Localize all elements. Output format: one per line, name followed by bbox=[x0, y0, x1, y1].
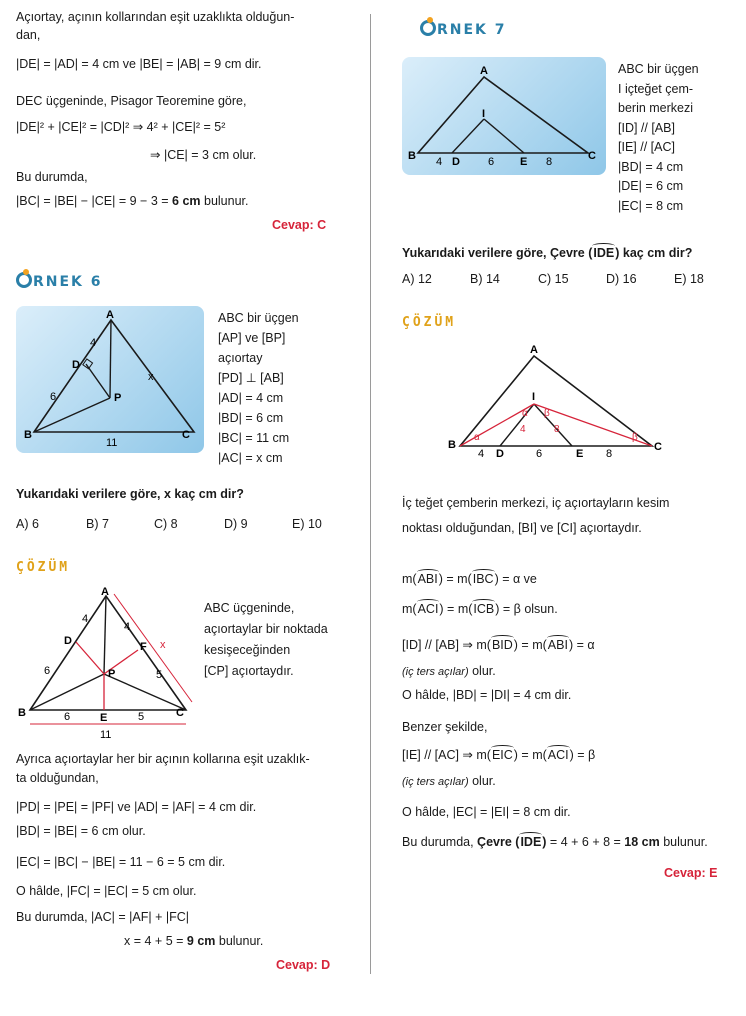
angle-label: β bbox=[544, 408, 550, 419]
text-line: dan, bbox=[16, 28, 41, 42]
segment-label: 6 bbox=[50, 391, 57, 403]
triangle-figure-7 bbox=[402, 57, 606, 175]
vertex-label: F bbox=[140, 641, 147, 653]
column-divider bbox=[370, 14, 371, 974]
vertex-label: I bbox=[532, 391, 536, 403]
choice-e[interactable]: E) 18 bbox=[674, 272, 704, 286]
solution-figure-7 bbox=[446, 344, 666, 460]
text-line: |EC| = |BC| − |BE| = 11 − 6 = 5 cm dir. bbox=[16, 855, 226, 869]
text-line: |BC| = |BE| − |CE| = 9 − 3 = 6 cm bulunur. bbox=[16, 194, 249, 208]
angle-label: β bbox=[632, 432, 638, 443]
text-line: Ayrıca açıortaylar her bir açının kollarına eşit uzaklık- bbox=[16, 752, 310, 766]
text-line: İç teğet çemberin merkezi, iç açıortayların kesim bbox=[402, 496, 670, 510]
text-line: O hâlde, |FC| = |EC| = 5 cm olur. bbox=[16, 884, 197, 898]
given-item: berin merkezi bbox=[618, 101, 694, 115]
given-list-7 bbox=[618, 60, 699, 216]
segment-label: 8 bbox=[546, 156, 553, 168]
segment-label: 8 bbox=[554, 424, 560, 435]
choice-c[interactable]: C) 15 bbox=[538, 272, 569, 286]
cozum-heading: ÇÖZÜM bbox=[402, 315, 457, 330]
text-line: O hâlde, |BD| = |DI| = 4 cm dir. bbox=[402, 688, 572, 702]
segment-label: 11 bbox=[106, 437, 118, 449]
note-line: ABC üçgeninde, bbox=[204, 601, 295, 615]
ornek-7-heading: RNEK 7 bbox=[420, 20, 507, 38]
segment-label: 5 bbox=[138, 711, 145, 723]
vertex-label: P bbox=[114, 392, 122, 404]
text-line: |DE| = |AD| = 4 cm ve |BE| = |AB| = 9 cm dir. bbox=[16, 57, 262, 71]
given-item: |AC| = x cm bbox=[218, 451, 283, 465]
segment-label: 6 bbox=[488, 156, 495, 168]
given-item: I içteğet çem- bbox=[618, 81, 694, 96]
math-line: [ID] // [AB] ⇒ m(BID) = m(ABI) = α bbox=[402, 638, 595, 652]
vertex-label: C bbox=[588, 150, 596, 162]
given-item: |DE| = 6 cm bbox=[618, 179, 684, 193]
choice-d[interactable]: D) 16 bbox=[606, 272, 637, 286]
figure-7-box bbox=[402, 57, 606, 175]
question-6: Yukarıdaki verilere göre, x kaç cm dir? bbox=[16, 487, 244, 501]
given-item: açıortay bbox=[218, 351, 263, 365]
segment-label: 5 bbox=[156, 669, 163, 681]
text-line: x = 4 + 5 = 9 cm bulunur. bbox=[124, 934, 264, 948]
vertex-label: P bbox=[108, 668, 116, 680]
note-line: [CP] açıortaydır. bbox=[204, 664, 294, 678]
text-line: DEC üçgeninde, Pisagor Teoremine göre, bbox=[16, 94, 247, 108]
vertex-label: B bbox=[18, 707, 26, 719]
math-line: Bu durumda, Çevre (IDE) = 4 + 6 + 8 = 18 cm bulunur. bbox=[402, 835, 708, 849]
given-item: |BC| = 11 cm bbox=[218, 431, 290, 445]
choice-a[interactable]: A) 6 bbox=[16, 517, 39, 531]
segment-label: x bbox=[148, 371, 154, 383]
choice-c[interactable]: C) 8 bbox=[154, 517, 178, 531]
vertex-label: E bbox=[100, 712, 108, 724]
triangle-figure-6 bbox=[16, 306, 204, 453]
segment-label: 4 bbox=[124, 621, 131, 633]
angle-label: α bbox=[522, 408, 528, 419]
vertex-label: A bbox=[480, 65, 488, 77]
math-line: m(ACI) = m(ICB) = β olsun. bbox=[402, 602, 558, 616]
text-line: |BD| = |BE| = 6 cm olur. bbox=[16, 824, 146, 838]
vertex-label: B bbox=[448, 439, 456, 451]
vertex-label: D bbox=[72, 359, 80, 371]
given-item: |AD| = 4 cm bbox=[218, 391, 284, 405]
answer-label: Cevap: C bbox=[272, 218, 327, 232]
vertex-label: C bbox=[182, 429, 190, 441]
segment-label: 4 bbox=[82, 613, 89, 625]
cozum-heading: ÇÖZÜM bbox=[16, 560, 71, 575]
text-line: noktası olduğundan, [BI] ve [CI] açıortaydır. bbox=[402, 521, 642, 535]
vertex-label: A bbox=[106, 309, 114, 321]
text-line: Bu durumda, |AC| = |AF| + |FC| bbox=[16, 910, 190, 924]
vertex-label: E bbox=[576, 448, 584, 460]
note-line: (iç ters açılar) olur. bbox=[402, 774, 496, 788]
segment-label: 6 bbox=[44, 665, 51, 677]
vertex-label: D bbox=[496, 448, 504, 460]
solution-6-notes bbox=[204, 598, 328, 682]
given-item: ABC bir üçgen bbox=[618, 62, 699, 76]
vertex-label: A bbox=[530, 344, 538, 356]
given-item: [AP] ve [BP] bbox=[218, 331, 286, 345]
given-item: |BD| = 4 cm bbox=[618, 159, 684, 174]
vertex-label: I bbox=[482, 108, 486, 120]
segment-label: 11 bbox=[100, 729, 112, 740]
given-item: |BD| = 6 cm bbox=[218, 411, 284, 425]
math-line: [IE] // [AC] ⇒ m(EIC) = m(ACI) = β bbox=[402, 748, 596, 762]
vertex-label: A bbox=[101, 586, 109, 598]
text-line: ⇒ |CE| = 3 cm olur. bbox=[150, 148, 257, 162]
choice-b[interactable]: B) 14 bbox=[470, 272, 500, 286]
vertex-label: C bbox=[176, 707, 184, 719]
note-line: kesişeceğinden bbox=[204, 643, 291, 657]
choice-e[interactable]: E) 10 bbox=[292, 517, 322, 531]
choice-b[interactable]: B) 7 bbox=[86, 517, 109, 531]
text-line: Benzer şekilde, bbox=[402, 720, 488, 734]
text-line: ta olduğundan, bbox=[16, 771, 99, 785]
text-line: Bu durumda, bbox=[16, 170, 88, 184]
ornek-o-icon bbox=[420, 20, 436, 36]
segment-label: 4 bbox=[520, 424, 526, 435]
vertex-label: B bbox=[408, 150, 416, 162]
given-list-6 bbox=[218, 308, 299, 468]
choice-a[interactable]: A) 12 bbox=[402, 272, 432, 286]
answer-label: Cevap: D bbox=[276, 958, 331, 972]
segment-label: x bbox=[160, 639, 166, 651]
given-item: |EC| = 8 cm bbox=[618, 198, 684, 213]
segment-label: 4 bbox=[90, 337, 97, 349]
choice-d[interactable]: D) 9 bbox=[224, 517, 248, 531]
angle-label: α bbox=[474, 432, 480, 443]
given-item: ABC bir üçgen bbox=[218, 311, 299, 325]
segment-label: 8 bbox=[606, 448, 613, 460]
vertex-label: C bbox=[654, 441, 662, 453]
vertex-label: D bbox=[452, 156, 460, 168]
solution-figure-6 bbox=[10, 586, 196, 740]
figure-6-box bbox=[16, 306, 204, 453]
given-item: [ID] // [AB] bbox=[618, 120, 675, 135]
note-line: açıortaylar bir noktada bbox=[204, 622, 328, 636]
segment-label: 6 bbox=[536, 448, 543, 460]
ornek-o-icon bbox=[16, 272, 32, 288]
text-line: |PD| = |PE| = |PF| ve |AD| = |AF| = 4 cm dir. bbox=[16, 800, 257, 814]
note-line: (iç ters açılar) olur. bbox=[402, 664, 496, 678]
text-line: Açıortay, açının kollarından eşit uzaklıkta olduğun- bbox=[16, 10, 295, 24]
given-item: [IE] // [AC] bbox=[618, 140, 675, 154]
given-item: [PD] ⊥ [AB] bbox=[218, 371, 284, 385]
vertex-label: D bbox=[64, 635, 72, 647]
question-7: Yukarıdaki verilere göre, Çevre (IDE) kaç cm dir? bbox=[402, 246, 693, 260]
text-line: |DE|² + |CE|² = |CD|² ⇒ 4² + |CE|² = 5² bbox=[16, 120, 226, 134]
segment-label: 4 bbox=[478, 448, 485, 460]
ornek-6-heading: RNEK 6 bbox=[16, 272, 103, 290]
math-line: m(ABI) = m(IBC) = α ve bbox=[402, 572, 537, 586]
segment-label: 4 bbox=[436, 156, 443, 168]
vertex-label: E bbox=[520, 156, 528, 168]
segment-label: 6 bbox=[64, 711, 71, 723]
vertex-label: B bbox=[24, 429, 32, 441]
answer-label: Cevap: E bbox=[664, 866, 718, 880]
text-line: O hâlde, |EC| = |EI| = 8 cm dir. bbox=[402, 805, 571, 819]
